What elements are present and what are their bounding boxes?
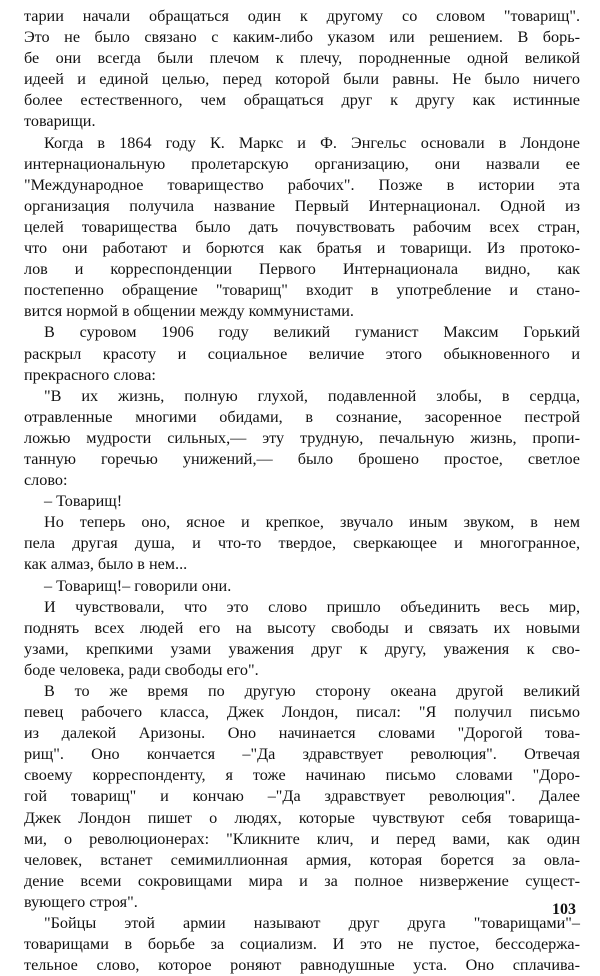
text-line: Но теперь оно, ясное и крепкое, звучало иным звуком, в нем <box>44 513 580 532</box>
text-line: слово: <box>24 471 68 490</box>
text-line: "Бойцы этой армии называют друг друга "товарищами"– <box>44 914 580 933</box>
text-line: Джек Лондон пишет о людях, которые чувствуют себя товарища- <box>24 808 580 827</box>
text-line: своему корреспонденту, я тоже начинаю письмо словами "Доро- <box>24 766 580 785</box>
paragraph <box>24 133 580 323</box>
text-line: "Международное товарищество рабочих". Позже в истории эта <box>24 175 580 194</box>
paragraph <box>24 386 580 491</box>
text-line: В суровом 1906 году великий гуманист Максим Горький <box>44 323 580 342</box>
text-line: боде человека, ради свободы его". <box>24 660 259 679</box>
text-line: бе они всегда были плечом к плечу, породненные одной великой <box>24 49 580 68</box>
text-line: прекрасного слова: <box>24 365 156 384</box>
text-line: певец рабочего класса, Джек Лондон, писал: "Я получил письмо <box>24 703 580 722</box>
text-line: более естественного, чем обращаться друг к другу как истинные <box>24 91 580 110</box>
text-line: гой товарищ" и кончаю –"Да здравствует революция". Далее <box>24 787 580 806</box>
text-line: "В их жизнь, полную глухой, подавленной злобы, в сердца, <box>44 386 580 405</box>
text-line: товарищи. <box>24 112 96 131</box>
paragraph <box>24 512 580 575</box>
text-line: лов и корреспонденции Первого Интернационала видно, как <box>24 260 580 279</box>
text-line: Это не было связано с каким-либо указом или решением. В борь- <box>24 28 580 47</box>
paragraph <box>24 322 580 385</box>
text-line: человек, встанет семимиллионная армия, которая борется за овла- <box>24 850 580 869</box>
text-line: Когда в 1864 году К. Маркс и Ф. Энгельс основали в Лондоне <box>44 133 580 152</box>
text-line: танную горечью унижений,— было брошено простое, светлое <box>24 449 580 468</box>
page-number: 103 <box>552 901 576 918</box>
text-line: – Товарищ! <box>44 492 123 511</box>
text-line: вующего строя". <box>24 892 138 911</box>
text-line: как алмаз, было в нем... <box>24 555 188 574</box>
text-line: И чувствовали, что это слово пришло объединить весь мир, <box>44 597 580 616</box>
paragraph <box>24 491 580 512</box>
text-line: рищ". Оно кончается –"Да здравствует революция". Отвечая <box>24 745 580 764</box>
paragraph <box>24 576 580 597</box>
text-line: – Товарищ!– говорили они. <box>44 576 232 595</box>
paragraph <box>24 913 580 976</box>
text-line: интернациональную пролетарскую организацию, они назвали ее <box>24 154 580 173</box>
text-line: пела другая душа, и что-то твердое, сверкающее и многогранное, <box>24 534 580 553</box>
text-line: ложью мудрости сильных,— эту трудную, печальную жизнь, пропи- <box>24 428 580 447</box>
text-line: поднять всех людей его на высоту свободы и связать их новыми <box>24 618 580 637</box>
text-line: что они работают и борются как братья и товарищи. Из протоко- <box>24 239 580 258</box>
book-page-text <box>24 6 580 976</box>
paragraph <box>24 6 580 133</box>
text-line: вится нормой в общении между коммунистами. <box>24 302 354 321</box>
text-line: дение всеми сокровищами мира и за полное низвержение сущест- <box>24 871 580 890</box>
text-line: идеей и единой целью, перед которой были равны. Не было ничего <box>24 70 580 89</box>
text-line: постепенно обращение "товарищ" входит в употребление и стано- <box>24 281 580 300</box>
text-line: из далекой Аризоны. Оно начинается словами "Дорогой това- <box>24 724 580 743</box>
text-line: узами, крепкими узами уважения друг к другу, уважения к сво- <box>24 639 580 658</box>
text-line: раскрыл красоту и социальное величие этого обыкновенного и <box>24 344 580 363</box>
paragraph <box>24 597 580 681</box>
text-line: организация получила название Первый Интернационал. Одной из <box>24 196 580 215</box>
text-line: В то же время по другую сторону океана другой великий <box>44 682 580 700</box>
text-line: тельное слово, которое роняют равнодушные уста. Оно сплачива- <box>24 956 580 975</box>
text-line: ми, о революционерах: "Кликните клич, и перед вами, как один <box>24 829 580 848</box>
text-line: товарищами в борьбе за социализм. И это не пустое, бессодержа- <box>24 935 580 954</box>
text-line: тарии начали обращаться один к другому со словом "товарищ". <box>24 7 580 25</box>
text-line: отравленные многими обидами, в сознание, засоренное пестрой <box>24 407 580 426</box>
paragraph <box>24 681 580 913</box>
text-line: целей товарищества было дать почувствовать рабочим всех стран, <box>24 217 580 236</box>
